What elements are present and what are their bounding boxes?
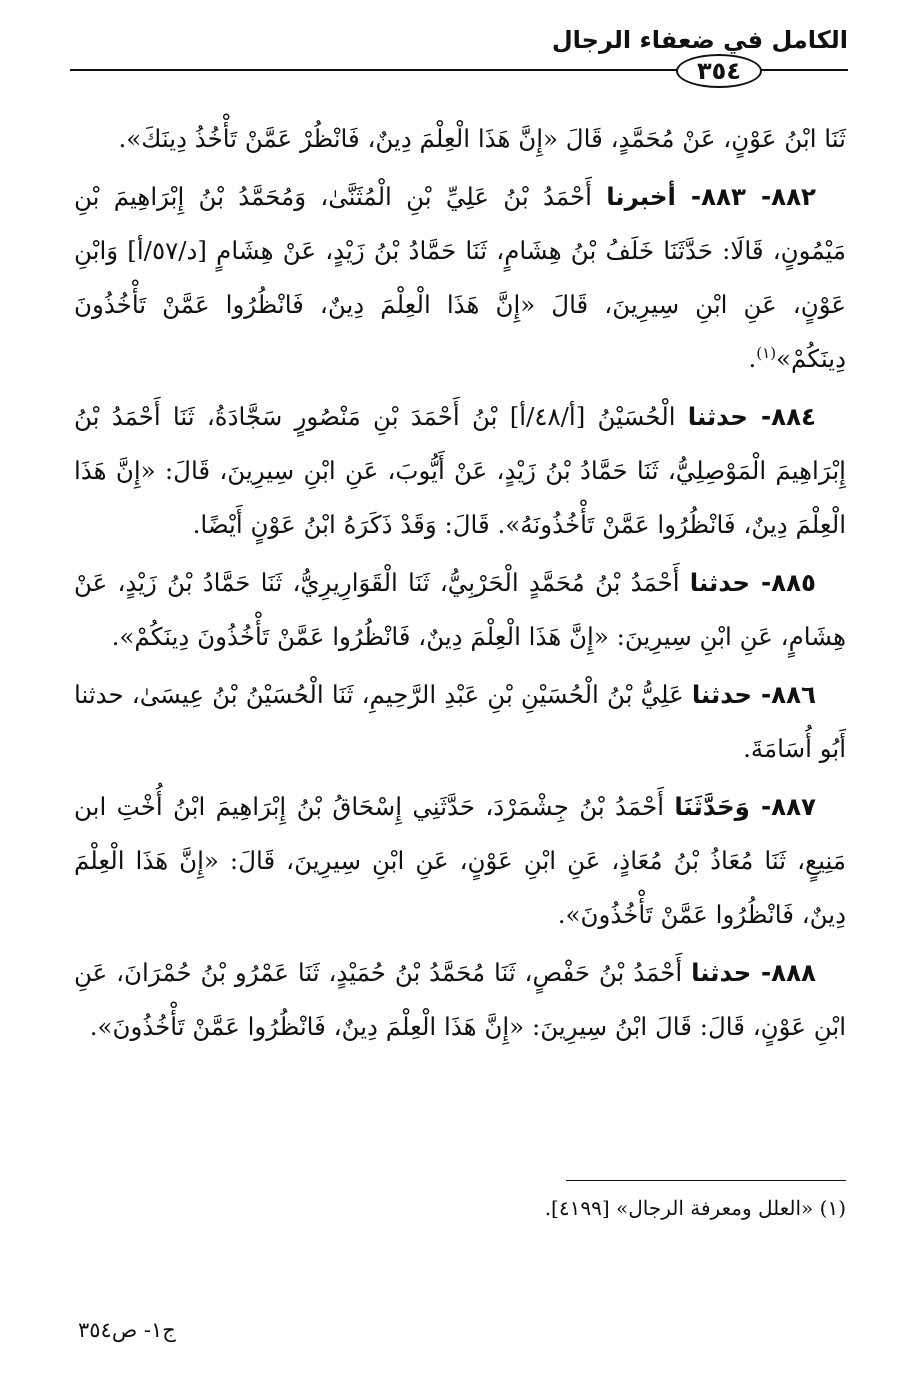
- hadith-882-883: [74, 170, 846, 386]
- hadith-text: أَحْمَدُ بْنُ جِشْمَرْدَ، حَدَّثَنِي إِسْحَاقُ بْنُ إِبْرَاهِيمَ ابْنُ أُخْتِ ابن مَنِيعٍ، ثَنَا مُعَاذُ بْنُ مُعَاذٍ، عَنِ ابْنِ عَوْنٍ، عَنِ ابْنِ سِيرِينَ، قَالَ: «إِنَّ هَذَا الْعِلْمَ دِينٌ، فَانْظُرُوا عَمَّنْ تَأْخُذُونَ».: [74, 792, 846, 929]
- page-header: [70, 26, 848, 86]
- hadith-text: أَحْمَدُ بْنُ عَلِيِّ بْنِ الْمُثَنَّىٰ، وَمُحَمَّدُ بْنُ إِبْرَاهِيمَ بْنِ مَيْمُونٍ، قَالَا: حَدَّثَنَا خَلَفُ بْنُ هِشَامٍ، ثَنَا حَمَّادُ بْنُ زَيْدٍ، عَنْ هِشَامٍ [د/٥٧/أ] وَابْنِ عَوْنٍ، عَنِ ابْنِ سِيرِينَ، قَالَ «إِنَّ هَذَا الْعِلْمَ دِينٌ، فَانْظُرُوا عَمَّنْ تَأْخُذُونَ دِينَكُمْ»: [74, 182, 846, 373]
- narration-keyword: وَحَدَّثَنَا: [674, 792, 750, 821]
- footnote-marker: (١): [756, 343, 777, 362]
- main-text: [74, 112, 846, 1058]
- hadith-text: الْحُسَيْنُ [أ/٤٨/أ] بْنُ أَحْمَدَ بْنِ مَنْصُورٍ سَجَّادَةُ، ثَنَا أَحْمَدُ بْنُ إِبْرَاهِيمَ الْمَوْصِلِيُّ، ثَنَا حَمَّادُ بْنُ زَيْدٍ، عَنْ أَيُّوبَ، عَنِ ابْنِ سِيرِينَ، قَالَ: «إِنَّ هَذَا الْعِلْمَ دِينٌ، فَانْظُرُوا عَمَّنْ تَأْخُذُونَهُ». قَالَ: وَقَدْ ذَكَرَهُ ابْنُ عَوْنٍ أَيْضًا.: [74, 402, 846, 539]
- footnote: (١) «العلل ومعرفة الرجال» [٤١٩٩].: [544, 1196, 846, 1220]
- paragraph: [74, 112, 846, 166]
- hadith-number: ٨٨٥-: [750, 568, 816, 597]
- hadith-885: [74, 556, 846, 664]
- book-title: الكامل في ضعفاء الرجال: [551, 26, 848, 54]
- hadith-text: عَلِيُّ بْنُ الْحُسَيْنِ بْنِ عَبْدِ الرَّحِيمِ، ثَنَا الْحُسَيْنُ بْنُ عِيسَىٰ، حدثنا أَبُو أُسَامَةَ.: [74, 680, 846, 763]
- hadith-number: ٨٨٤-: [747, 402, 816, 431]
- narration-keyword: أخبرنا: [606, 182, 676, 211]
- hadith-887: [74, 780, 846, 942]
- hadith-number: ٨٨٨-: [751, 958, 816, 987]
- narration-keyword: حدثنا: [689, 568, 751, 597]
- narration-keyword: حدثنا: [687, 402, 748, 431]
- hadith-884: [74, 390, 846, 552]
- hadith-number: ٨٨٢- ٨٨٣-: [675, 182, 816, 211]
- volume-page-reference: ج١- ص٣٥٤: [78, 1318, 176, 1342]
- footnote-rule: [566, 1180, 846, 1181]
- page-number: ٣٥٤: [676, 54, 762, 88]
- paragraph-text: ثَنَا ابْنُ عَوْنٍ، عَنْ مُحَمَّدٍ، قَالَ «إِنَّ هَذَا الْعِلْمَ دِينٌ، فَانْظُرْ عَمَّنْ تَأْخُذُ دِينَكَ».: [118, 124, 846, 153]
- hadith-text: أَحْمَدُ بْنُ حَفْصٍ، ثَنَا مُحَمَّدُ بْنُ حُمَيْدٍ، ثَنَا عَمْرُو بْنُ حُمْرَانَ، عَنِ ابْنِ عَوْنٍ، قَالَ: قَالَ ابْنُ سِيرِينَ: «إِنَّ هَذَا الْعِلْمَ دِينٌ، فَانْظُرُوا عَمَّنْ تَأْخُذُونَ».: [74, 958, 846, 1041]
- hadith-number: ٨٨٦-: [752, 680, 816, 709]
- hadith-number: ٨٨٧-: [749, 792, 817, 821]
- narration-keyword: حدثنا: [691, 958, 752, 987]
- end-mark: .: [748, 344, 757, 373]
- hadith-888: [74, 946, 846, 1054]
- narration-keyword: حدثنا: [691, 680, 753, 709]
- hadith-text: أَحْمَدُ بْنُ مُحَمَّدٍ الْحَرْبِيُّ، ثَنَا الْقَوَارِيرِيُّ، ثَنَا حَمَّادُ بْنُ زَيْدٍ، عَنْ هِشَامٍ، عَنِ ابْنِ سِيرِينَ: «إِنَّ هَذَا الْعِلْمَ دِينٌ، فَانْظُرُوا عَمَّنْ تَأْخُذُونَ دِينَكُمْ».: [74, 568, 846, 651]
- hadith-886: [74, 668, 846, 776]
